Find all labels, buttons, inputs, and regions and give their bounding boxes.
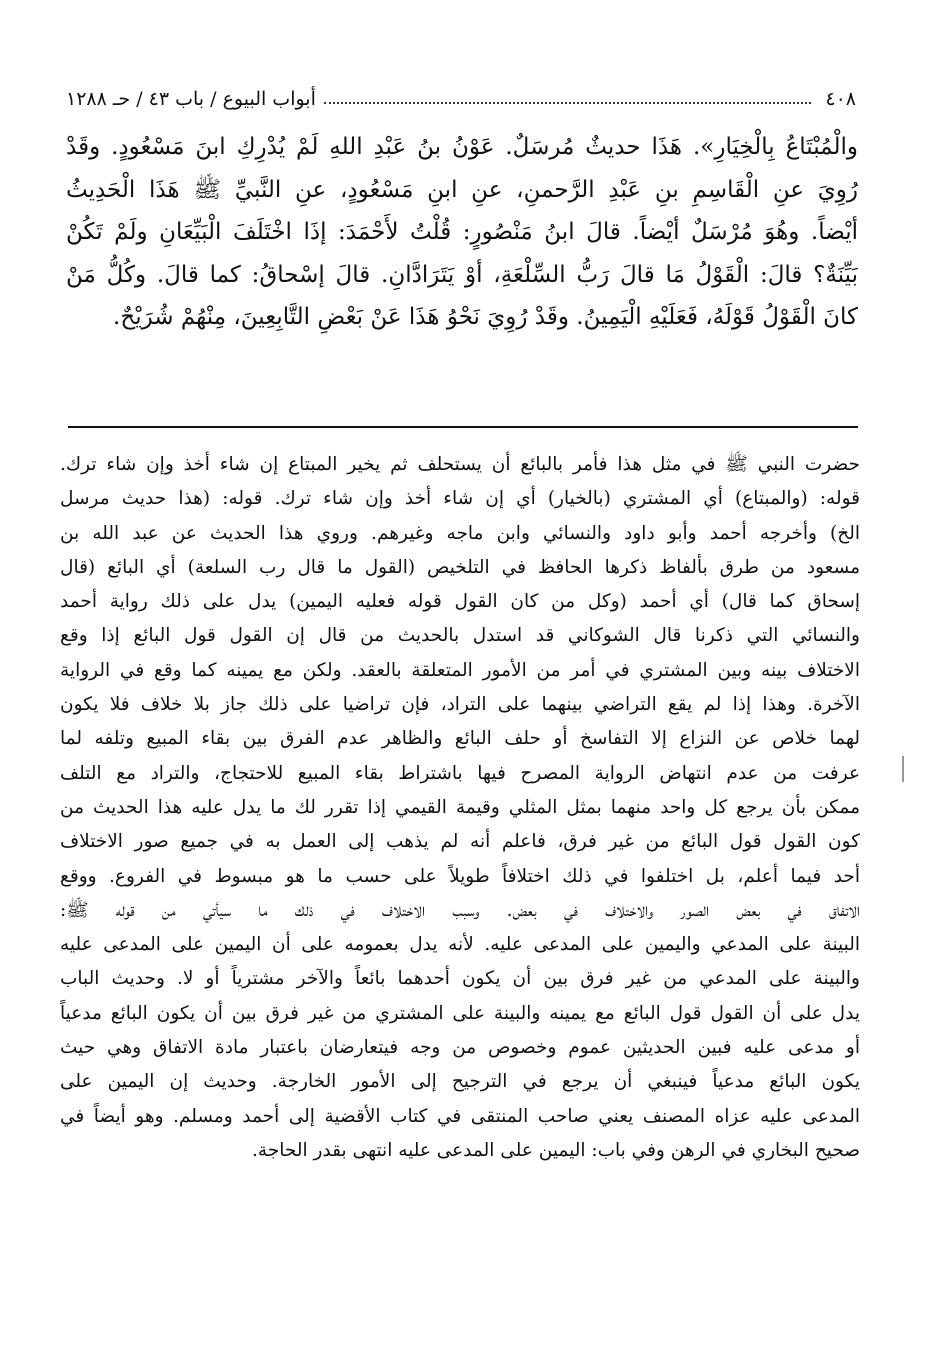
commentary-line: عرفت من عدم انتهاض الرواية المصرح فيها باشتراط بقاء المبيع للاحتجاج، والتراد مع التلف [60,762,860,784]
commentary-line: إسحاق كما قال) أي أحمد (وكل من كان القول قوله فعليه اليمين) يدل على ذلك رواية أحمد [60,591,860,613]
commentary-line: المدعى عليه عزاه المصنف يعني صاحب المنتقى في كتاب الأقضية إلى أحمد ومسلم. وهو أيضاً في [60,1105,860,1127]
commentary-line: حضرت النبي ﷺ في مثل هذا فأمر بالبائع أن يستحلف ثم يخير المبتاع إن شاء أخذ وإن شاء ترك. [60,454,860,475]
margin-scan-mark [902,756,904,782]
main-text-line: بَيِّنَةٌ؟ قالَ: الْقَوْلُ مَا قالَ رَبُّ السِّلْعَةِ، أوْ يَتَرَادَّانِ. قالَ إسْحاقُ: كما قالَ. وكُلُّ مَنْ [66,261,858,288]
commentary-line: لهما خلاص عن النزاع إلا التفاسخ أو حلف البائع والظاهر عدم الفرق بين بقاء المبيع وتلفه لما [60,728,860,750]
commentary-line: قوله: (والمبتاع) أي المشتري (بالخيار) أي إن شاء أخذ وإن شاء ترك. قوله: (هذا حديث مرسل [60,488,860,510]
commentary-line: يدل على أن القول قول البائع مع يمينه والبينة على المشتري من غير فرق بين أن يكون البائع مدعياً [60,1002,860,1024]
main-text-line: رُوِيَ عنِ الْقَاسِمِ بنِ عَبْدِ الرَّحمنِ، عنِ ابنِ مَسْعُودٍ، عنِ النَّبيِّ ﷺ هَذَا الْحَدِيثُ [66,176,858,203]
header-dotted-leader [324,102,812,104]
main-text-line: والْمُبْتَاعُ بِالْخِيَارِ». هَذَا حديثٌ مُرسَلٌ. عَوْنُ بنُ عَبْدِ اللهِ لَمْ يُدْرِكِ ابنَ مَسْعُودٍ. وقَدْ [66,134,858,160]
commentary-line: الخ) وأخرجه أحمد وأبو داود والنسائي وابن ماجه وغيرهم. وروي هذا الحديث عن عبد الله بن [60,522,860,544]
commentary-line: البينة على المدعي واليمين على المدعى عليه. لأنه يدل بعمومه على أن اليمين على المدعى عليه [60,934,860,956]
running-title: أبواب البيوع / باب ٤٣ / حـ ١٢٨٨ [66,88,316,110]
commentary-line: مسعود من طرق بألفاظ ذكرها الحافظ في التلخيص (القول ما قال رب السلعة) أي البائع (قال [60,556,860,578]
main-text-line: كانَ الْقَوْلُ قَوْلَهُ، فَعَلَيْهِ الْيَمِينُ. وقَدْ رُوِيَ نَحْوُ هَذَا عَنْ بَعْضِ التَّابِعِينَ، مِنْهُمْ شُرَيْحٌ. [113,304,858,330]
commentary-line: أحد فيما أعلم، بل اختلفوا في ذلك اختلافاً طويلاً على حسب ما هو مبسوط في الفروع. ووقع [60,865,860,887]
commentary-line: الاتفاق في بعض الصور والاختلاف في بعض. وسبب الاختلاف في ذلك ما سيأتي من قوله ﷺ: [60,899,860,921]
commentary-text [60,448,860,1168]
commentary-line: صحيح البخاري في الرهن وفي باب: اليمين على المدعى عليه انتهى بقدر الحاجة. [252,1139,860,1161]
commentary-line: الآخرة. وهذا إذا لم يقع التراضي بينهما على التراد، فإن تراضيا على ذلك جاز بلا خلاف فلا يكون [60,694,860,716]
page-header [66,84,856,114]
commentary-line: كون القول قول البائع من غير فرق، فاعلم أنه لم يذهب إلى العمل به في جميع صور الاختلاف [60,831,860,853]
page-number: ٤٠٨ [825,88,856,110]
commentary-line: والنسائي التي ذكرنا قال الشوكاني قد استدل بالحديث من قال إن القول قول البائع إذا وقع [60,625,860,647]
hadith-main-text [66,126,858,339]
commentary-line: الاختلاف بينه وبين المشتري في أمر من الأمور المتعلقة بالعقد. ولكن مع يمينه كما وقع في الرواية [60,659,860,681]
commentary-line: أو مدعى عليه فبين الحديثين عموم وخصوص من وجه فيتعارضان باعتبار مادة الاتفاق وهي حيث [60,1037,860,1059]
commentary-line: ممكن بأن يرجع كل واحد منهما بمثل المثلي وقيمة القيمي إذا تقرر لك ما يدل عليه هذا الحديث من [60,796,860,818]
commentary-line: والبينة على المدعي من غير فرق بين أن يكون أحدهما بائعاً والآخر مشترياً أو لا. وحديث الباب [60,968,860,990]
main-text-line: أيْضاً. وهُوَ مُرْسَلٌ أيْضاً. قالَ ابنُ مَنْصُورٍ: قُلْتُ لأَحْمَدَ: إذَا اخْتَلَفَ الْبَيِّعَانِ ولَمْ تَكُنْ [66,219,858,245]
section-divider [68,426,858,428]
commentary-line: يكون البائع مدعياً فينبغي أن يرجع في الترجيح إلى الأمور الخارجة. وحديث إن اليمين على [60,1071,860,1093]
